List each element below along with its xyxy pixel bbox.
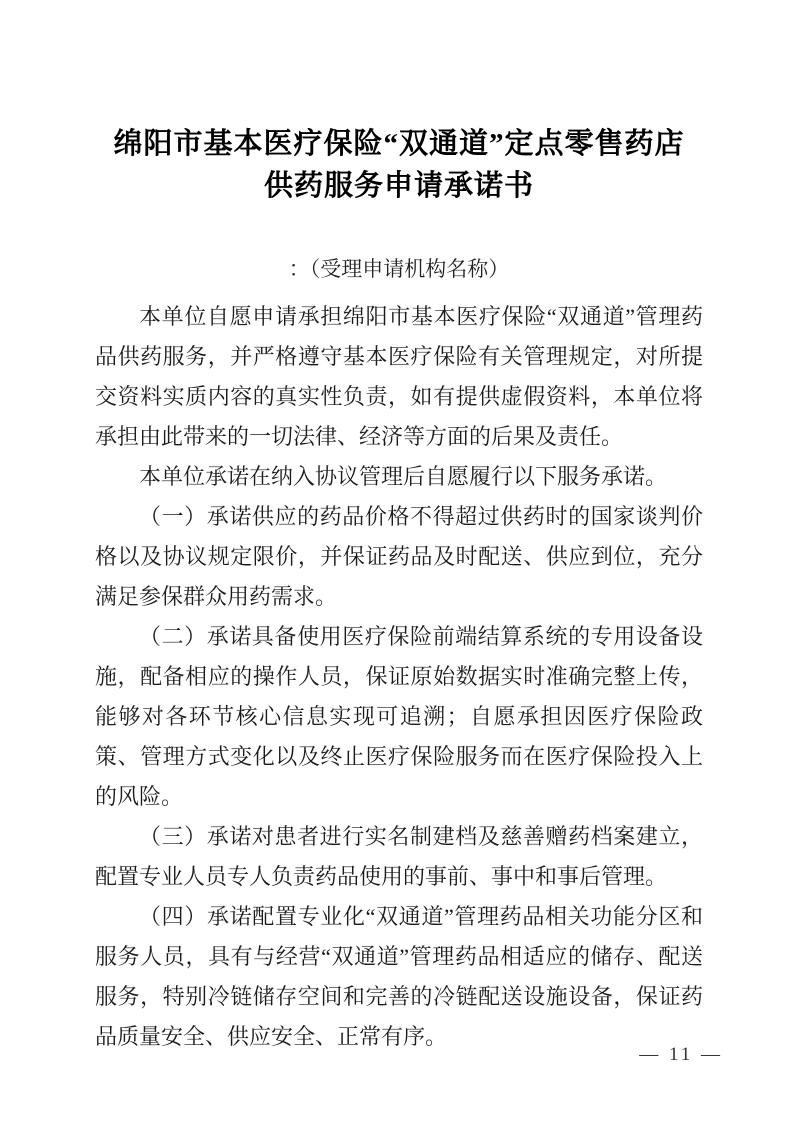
page-number: — 11 —: [639, 1044, 723, 1065]
document-title: [95, 123, 703, 207]
body-paragraphs: [95, 297, 703, 1057]
paragraph-item-3: （三）承诺对患者进行实名制建档及慈善赠药档案建立，配置专业人员专人负责药品使用的事前、事中和事后管理。: [95, 824, 703, 889]
paragraph-item-4: （四）承诺配置专业化“双通道”管理药品相关功能分区和服务人员，具有与经营“双通道”管理药品相适应的储存、配送服务，特别冷链储存空间和完善的冷链配送设施设备，保证药品质量安全、供应安全、正常有序。: [95, 904, 704, 1049]
paragraph-commitment-lead: 本单位承诺在纳入协议管理后自愿履行以下服务承诺。: [139, 464, 668, 489]
document-title-line-1: 绵阳市基本医疗保险“双通道”定点零售药店: [113, 128, 685, 160]
paragraph-item-1: （一）承诺供应的药品价格不得超过供药时的国家谈判价格以及协议规定限价，并保证药品及时配送、供应到位，充分满足参保群众用药需求。: [95, 504, 703, 609]
document-title-line-2: 供药服务申请承诺书: [263, 170, 534, 202]
paragraph-intro: 本单位自愿申请承担绵阳市基本医疗保险“双通道”管理药品供药服务，并严格遵守基本医疗保险有关管理规定，对所提交资料实质内容的真实性负责，如有提供虚假资料，本单位将承担由此带来的一切法律、经济等方面的后果及责任。: [95, 304, 703, 449]
document-content: [95, 123, 703, 1057]
paragraph-item-2: （二）承诺具备使用医疗保险前端结算系统的专用设备设施，配备相应的操作人员，保证原始数据实时准确完整上传，能够对各环节核心信息实现可追溯；自愿承担因医疗保险政策、管理方式变化以及终止医疗保险服务而在医疗保险投入上的风险。: [95, 624, 703, 809]
addressee-line: ：（受理申请机构名称）: [288, 257, 510, 281]
